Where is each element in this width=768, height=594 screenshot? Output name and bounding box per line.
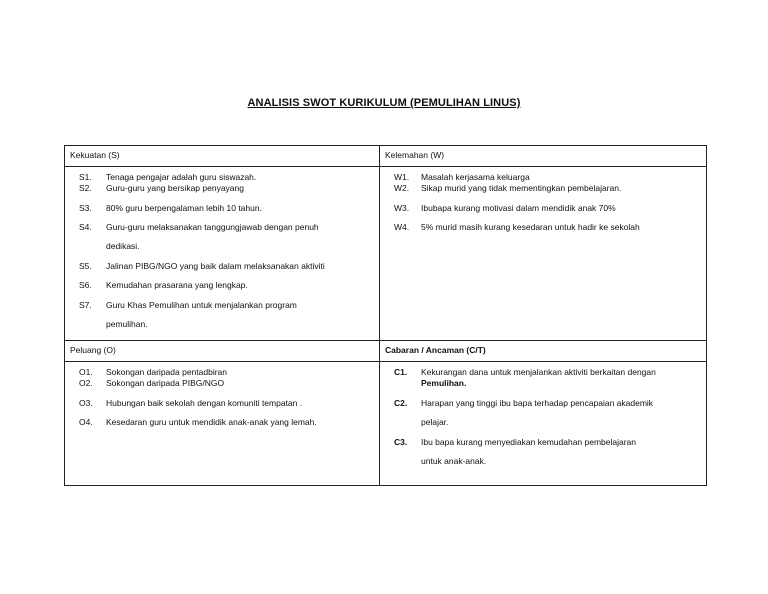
threat-text: Harapan yang tinggi ibu bapa terhadap pencapaian akademik: [421, 398, 654, 408]
opportunity-text: Sokongan daripada pentadbiran: [106, 367, 227, 377]
opportunity-item: [70, 398, 374, 409]
strength-text: Guru-guru melaksanakan tanggungjawab dengan penuh: [106, 222, 319, 232]
strength-code: S3.: [79, 203, 92, 213]
threats-cell: [380, 362, 707, 486]
strength-item: [70, 183, 374, 194]
weakness-text: Masalah kerjasama keluarga: [421, 172, 530, 182]
threat-code: C3.: [394, 437, 408, 447]
strength-item: [70, 172, 374, 183]
weakness-item: [385, 203, 701, 214]
strength-text-continued: dedikasi.: [106, 241, 140, 251]
header-strengths: Kekuatan (S): [65, 146, 380, 167]
weakness-code: W1.: [394, 172, 410, 182]
weakness-item: [385, 172, 701, 183]
strength-text-continued: pemulihan.: [106, 319, 148, 329]
opportunity-code: O2.: [79, 378, 93, 388]
opportunity-code: O1.: [79, 367, 93, 377]
weakness-code: W3.: [394, 203, 410, 213]
threat-item: [385, 437, 701, 467]
strength-item: [70, 300, 374, 330]
strength-code: S4.: [79, 222, 92, 232]
opportunities-cell: [65, 362, 380, 486]
threat-item: [385, 367, 701, 389]
strength-item: [70, 222, 374, 252]
weakness-code: W4.: [394, 222, 410, 232]
opportunity-text: Sokongan daripada PIBG/NGO: [106, 378, 225, 388]
threat-code: C2.: [394, 398, 408, 408]
strength-text: Jalinan PIBG/NGO yang baik dalam melaksanakan aktiviti: [106, 261, 325, 271]
swot-table: [64, 145, 707, 486]
weaknesses-cell: [380, 167, 707, 341]
threat-code: C1.: [394, 367, 408, 377]
threat-item: [385, 398, 701, 428]
weakness-code: W2.: [394, 183, 410, 193]
threat-text-continued: Pemulihan.: [421, 378, 467, 388]
page-title: ANALISIS SWOT KURIKULUM (PEMULIHAN LINUS): [247, 97, 521, 109]
strength-item: [70, 261, 374, 272]
weakness-item: [385, 183, 701, 194]
opportunity-item: [70, 378, 374, 389]
opportunity-text: Kesedaran guru untuk mendidik anak-anak yang lemah.: [106, 417, 317, 427]
opportunity-text: Hubungan baik sekolah dengan komuniti tempatan .: [106, 398, 303, 408]
weakness-text: Ibubapa kurang motivasi dalam mendidik anak 70%: [421, 203, 616, 213]
strength-text: Guru-guru yang bersikap penyayang: [106, 183, 244, 193]
threat-text: Ibu bapa kurang menyediakan kemudahan pembelajaran: [421, 437, 637, 447]
strength-text: Guru Khas Pemulihan untuk menjalankan program: [106, 300, 297, 310]
weakness-text: Sikap murid yang tidak mementingkan pembelajaran.: [421, 183, 622, 193]
strength-text: 80% guru berpengalaman lebih 10 tahun.: [106, 203, 262, 213]
strength-code: S7.: [79, 300, 92, 310]
strength-code: S6.: [79, 280, 92, 290]
weakness-text: 5% murid masih kurang kesedaran untuk hadir ke sekolah: [421, 222, 640, 232]
weakness-item: [385, 222, 701, 233]
threat-text-continued: pelajar.: [421, 417, 449, 427]
opportunity-code: O3.: [79, 398, 93, 408]
threat-text: Kekurangan dana untuk menjalankan aktiviti berkaitan dengan: [421, 367, 656, 377]
strength-item: [70, 203, 374, 214]
opportunity-item: [70, 417, 374, 428]
header-threats: Cabaran / Ancaman (C/T): [380, 341, 707, 362]
strength-text: Kemudahan prasarana yang lengkap.: [106, 280, 248, 290]
strength-code: S5.: [79, 261, 92, 271]
strength-text: Tenaga pengajar adalah guru siswazah.: [106, 172, 257, 182]
strength-code: S2.: [79, 183, 92, 193]
threat-text-continued: untuk anak-anak.: [421, 456, 487, 466]
strength-code: S1.: [79, 172, 92, 182]
header-weaknesses: Kelemahan (W): [380, 146, 707, 167]
opportunity-item: [70, 367, 374, 378]
strength-item: [70, 280, 374, 291]
strengths-cell: [65, 167, 380, 341]
header-opportunities: Peluang (O): [65, 341, 380, 362]
opportunity-code: O4.: [79, 417, 93, 427]
